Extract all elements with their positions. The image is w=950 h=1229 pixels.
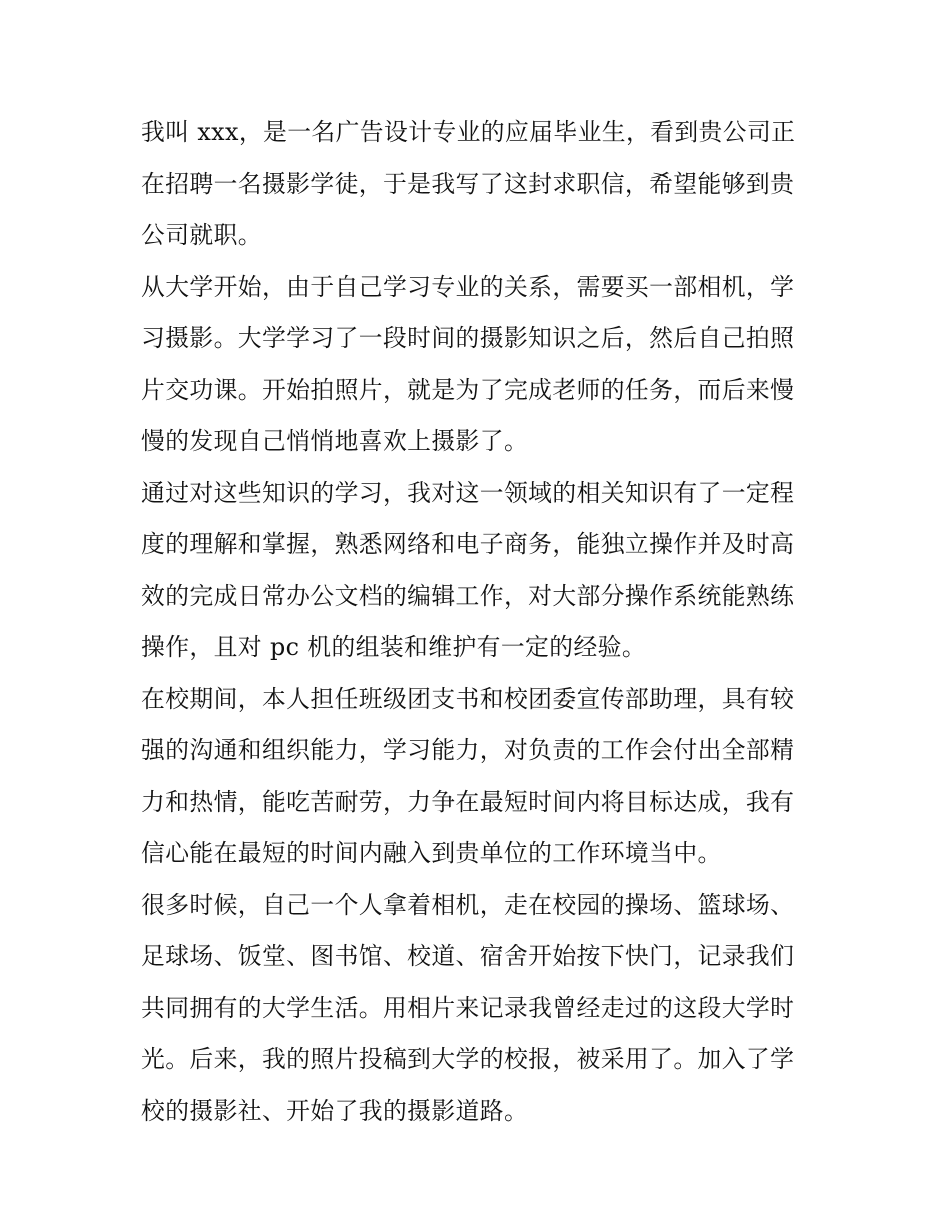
paragraph-campus-roles	[141, 674, 813, 880]
text-line: 从大学开始，由于自己学习专业的关系，需要买一部相机，学	[141, 272, 795, 301]
paragraph-photography-start	[141, 262, 813, 468]
text-line: 度的理解和掌握，熟悉网络和电子商务，能独立操作并及时高	[141, 530, 795, 558]
text-line: 我叫 xxx，是一名广告设计专业的应届毕业生，看到贵公司正	[141, 118, 796, 146]
text-line: 在招聘一名摄影学徒，于是我写了这封求职信，希望能够到贵	[141, 169, 795, 198]
text-line: 公司就职。	[141, 221, 262, 249]
text-line: 信心能在最短的时间内融入到贵单位的工作环境当中。	[141, 839, 722, 867]
text-line: 慢的发现自己悄悄地喜欢上摄影了。	[141, 427, 529, 455]
text-line: 校的摄影社、开始了我的摄影道路。	[141, 1096, 529, 1125]
paragraph-skills	[141, 468, 813, 674]
text-line: 力和热情，能吃苦耐劳，力争在最短时间内将目标达成，我有	[141, 787, 795, 816]
text-line: 足球场、饭堂、图书馆、校道、宿舍开始按下快门，记录我们	[141, 942, 795, 970]
text-line: 在校期间，本人担任班级团支书和校团委宣传部助理，具有较	[141, 684, 795, 713]
text-line: 操作，且对 pc 机的组装和维护有一定的经验。	[141, 633, 647, 661]
document-body	[141, 107, 813, 1137]
text-line: 共同拥有的大学生活。用相片来记录我曾经走过的这段大学时	[141, 993, 795, 1022]
text-line: 强的沟通和组织能力，学习能力，对负责的工作会付出全部精	[141, 736, 795, 764]
paragraph-intro	[141, 107, 813, 262]
paragraph-photo-journey	[141, 880, 813, 1138]
text-line: 很多时候，自己一个人拿着相机，走在校园的操场、篮球场、	[141, 890, 795, 919]
text-line: 片交功课。开始拍照片，就是为了完成老师的任务，而后来慢	[141, 375, 795, 404]
text-line: 通过对这些知识的学习，我对这一领域的相关知识有了一定程	[141, 478, 795, 507]
text-line: 效的完成日常办公文档的编辑工作，对大部分操作系统能熟练	[141, 581, 795, 610]
text-line: 光。后来，我的照片投稿到大学的校报，被采用了。加入了学	[141, 1045, 795, 1073]
text-line: 习摄影。大学学习了一段时间的摄影知识之后，然后自己拍照	[141, 324, 795, 352]
